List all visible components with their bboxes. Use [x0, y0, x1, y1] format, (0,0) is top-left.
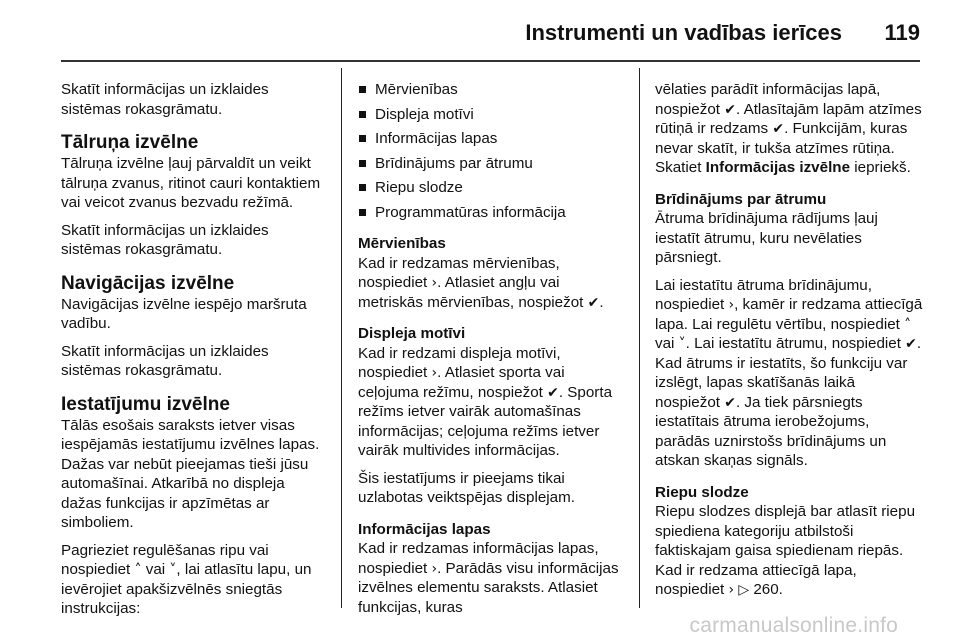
paragraph	[358, 254, 626, 313]
checkmark-icon: ✔	[724, 394, 736, 411]
section-heading: Navigācijas izvēlne	[61, 272, 235, 294]
text: vēlaties parādīt informācijas lapā, nospiežot	[655, 81, 881, 118]
chevron-down-icon: ˅	[678, 336, 686, 352]
text: . Funkcijām, kuras nevar skatīt, ir tukša atzīmes rūtiņa. Skatiet	[655, 120, 908, 176]
list-item: Mērvienības	[358, 80, 626, 100]
page-reference: 260.	[753, 581, 783, 598]
chevron-right-icon: ›	[431, 560, 438, 577]
text: vai	[655, 335, 675, 352]
chevron-down-icon: ˅	[169, 562, 177, 578]
checkmark-icon: ✔	[587, 294, 600, 311]
checkmark-icon: ✔	[547, 384, 559, 401]
paragraph: Tālruņa izvēlne ļauj pārvaldīt un veikt tālruņa zvanus, ritinot cauri kontaktiem vai veicot zvanus bezvadu režīmā.	[61, 155, 321, 211]
text: Kad ir redzami displeja motīvi, nospiediet	[358, 344, 561, 382]
text: , lai atlasītu lapu, un ievērojiet apakšizvēlnēs sniegtās instrukcijas:	[61, 561, 312, 617]
page-reference-icon: ▷	[738, 582, 750, 598]
header-divider	[61, 60, 920, 62]
text: . Atlasiet angļu vai metriskās mērvienības, nospiežot	[358, 274, 584, 311]
chevron-right-icon: ›	[431, 275, 438, 292]
text: Riepu slodzes displejā bar atlasīt riepu spiediena kategoriju atbilstoši faktiskajam gaisa spiedienam riepās. Kad ir redzama attiecīgā lapa, nospiediet	[655, 503, 916, 598]
text: . Kad ātrums ir iestatīts, šo funkciju var izslēgt, lapas skatīšanās laikā nospiežot	[655, 335, 922, 411]
text: . Lai iestatītu ātrumu, nospiediet	[685, 335, 901, 352]
paragraph: Tālās esošais saraksts ietver visas iespējamās iestatījumu izvēlnes lapas. Dažas var nebūt pieejamas tieši jūsu automašīnai. Atkarībā no displeja dažas funkcijas ir apzīmētas ar simboliem.	[61, 416, 320, 531]
paragraph	[655, 276, 923, 471]
checkmark-icon: ✔	[905, 336, 917, 352]
text: Kad ir redzamas mērvienības, nospiediet	[358, 254, 560, 292]
paragraph	[358, 539, 626, 617]
paragraph	[655, 80, 923, 178]
paragraph: Šis iestatījums ir pieejams tikai uzlabotas veiktspējas displejam.	[358, 469, 575, 507]
chevron-right-icon: ›	[728, 582, 735, 598]
column-3	[655, 80, 923, 608]
text: . Atlasītajām lapām atzīmes rūtiņā ir redzams	[655, 100, 922, 137]
column-2	[358, 80, 626, 625]
text: . Atlasiet sporta vai ceļojuma režīmu, nospiežot	[358, 364, 565, 401]
paragraph: Skatīt informācijas un izklaides sistēmas rokasgrāmatu.	[61, 221, 269, 258]
subsection-heading: Displeja motīvi	[358, 325, 466, 343]
subsection-heading: Brīdinājums par ātrumu	[655, 190, 827, 208]
text: , kamēr ir redzama attiecīgā lapa. Lai regulētu vērtību, nospiediet	[655, 296, 923, 333]
list-item: Brīdinājums par ātrumu	[358, 154, 626, 174]
text: .	[599, 293, 604, 311]
page-number: 119	[884, 20, 920, 45]
paragraph	[61, 541, 329, 619]
section-heading: Tālruņa izvēlne	[61, 132, 199, 153]
paragraph: Skatīt informācijas un izklaides sistēmas rokasgrāmatu.	[61, 81, 269, 118]
page-header	[0, 0, 960, 62]
text: vai	[145, 561, 166, 578]
page-title: Instrumenti un vadības ierīces	[525, 20, 842, 45]
chevron-right-icon: ›	[728, 297, 735, 313]
column-divider	[341, 68, 342, 608]
checkmark-icon: ✔	[772, 121, 785, 137]
list-item: Riepu slodze	[358, 178, 626, 198]
text: . Sporta režīms ietver vairāk automašīnas informācijas; ceļojuma režīms ietver vairāk multivides informācijas.	[358, 383, 613, 460]
paragraph: Ātruma brīdinājuma rādījums ļauj iestatīt ātrumu, kuru nevēlaties pārsniegt.	[655, 210, 878, 266]
paragraph: Skatīt informācijas un izklaides sistēmas rokasgrāmatu.	[61, 342, 269, 379]
checkmark-icon: ✔	[724, 101, 736, 118]
text: Lai iestatītu ātruma brīdinājumu, nospiediet	[655, 276, 872, 313]
text: . Parādās visu informācijas izvēlnes elementu saraksts. Atlasiet funkcijas, kuras	[358, 559, 619, 616]
paragraph	[358, 344, 626, 461]
text: . Ja tiek pārsniegts iestatītais ātruma ierobežojums, parādās uznirstošs brīdinājums un atskan skaņas signāls.	[655, 393, 887, 469]
text: Kad ir redzamas informācijas lapas, nospiediet	[358, 540, 599, 577]
section-heading: Iestatījumu izvēlne	[61, 393, 230, 415]
column-1	[61, 80, 329, 627]
list-item: Displeja motīvi	[358, 105, 626, 125]
subsection-heading: Mērvienības	[358, 235, 446, 253]
list-item: Programmatūras informācija	[358, 203, 626, 223]
chevron-right-icon: ›	[431, 365, 438, 382]
text: Pagrieziet regulēšanas ripu vai nospiediet	[61, 541, 269, 578]
chevron-up-icon: ˄	[904, 316, 912, 333]
subsection-heading: Informācijas lapas	[358, 520, 491, 538]
paragraph	[655, 502, 923, 600]
text: iepriekš.	[854, 159, 911, 176]
settings-list	[358, 80, 626, 222]
watermark: carmanualsonline.info	[689, 614, 898, 637]
subsection-heading: Riepu slodze	[655, 483, 749, 501]
paragraph: Navigācijas izvēlne iespējo maršruta vadību.	[61, 295, 307, 332]
list-item: Informācijas lapas	[358, 129, 626, 149]
cross-reference: Informācijas izvēlne	[705, 159, 851, 176]
column-divider	[639, 68, 640, 608]
chevron-up-icon: ˄	[134, 562, 142, 578]
